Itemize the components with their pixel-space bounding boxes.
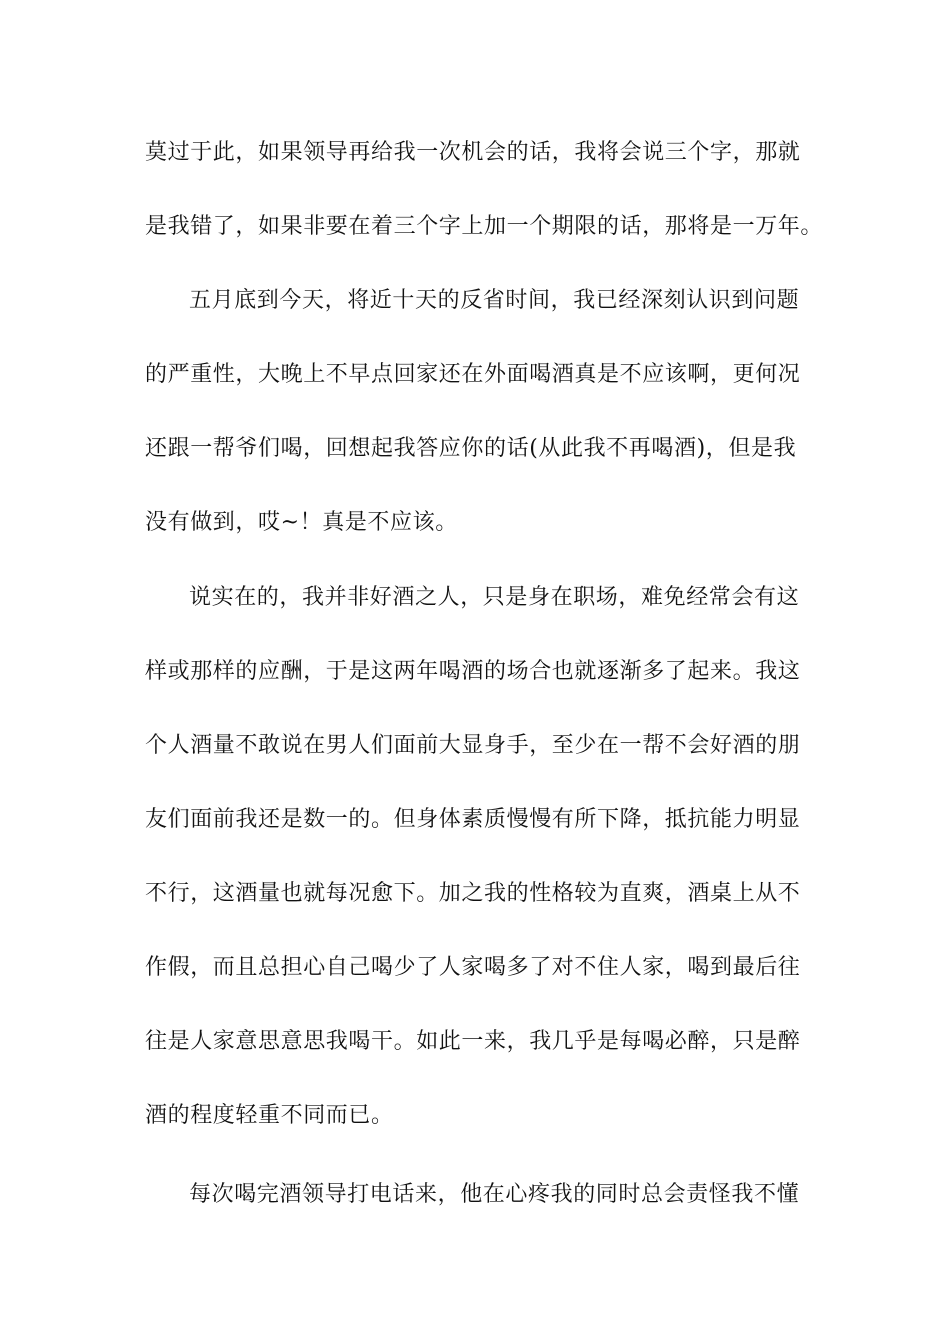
text-line: 还跟一帮爷们喝，回想起我答应你的话(从此我不再喝酒)，但是我	[145, 436, 797, 461]
paragraph-start-line: 五月底到今天，将近十天的反省时间，我已经深刻认识到问题	[189, 288, 800, 313]
text-line: 的严重性，大晚上不早点回家还在外面喝酒真是不应该啊，更何况	[145, 362, 801, 387]
text-line: 作假，而且总担心自己喝少了人家喝多了对不住人家，喝到最后往	[145, 955, 801, 980]
text-line: 不行，这酒量也就每况愈下。加之我的性格较为直爽，酒桌上从不	[145, 881, 801, 906]
text-line: 莫过于此，如果领导再给我一次机会的话，我将会说三个字，那就	[145, 140, 801, 165]
text-line: 样或那样的应酬，于是这两年喝酒的场合也就逐渐多了起来。我这	[145, 659, 801, 684]
text-line: 是我错了，如果非要在着三个字上加一个期限的话，那将是一万年。	[145, 214, 824, 239]
text-line: 个人酒量不敢说在男人们面前大显身手，至少在一帮不会好酒的朋	[145, 733, 801, 758]
text-line: 往是人家意思意思我喝干。如此一来，我几乎是每喝必醉，只是醉	[145, 1029, 801, 1054]
paragraph-start-line: 每次喝完酒领导打电话来，他在心疼我的同时总会责怪我不懂	[189, 1182, 800, 1207]
text-line: 没有做到，哎~！真是不应该。	[145, 510, 458, 535]
paragraph-start-line: 说实在的，我并非好酒之人，只是身在职场，难免经常会有这	[189, 585, 800, 610]
text-line: 酒的程度轻重不同而已。	[145, 1103, 394, 1128]
text-line: 友们面前我还是数一的。但身体素质慢慢有所下降，抵抗能力明显	[145, 807, 801, 832]
